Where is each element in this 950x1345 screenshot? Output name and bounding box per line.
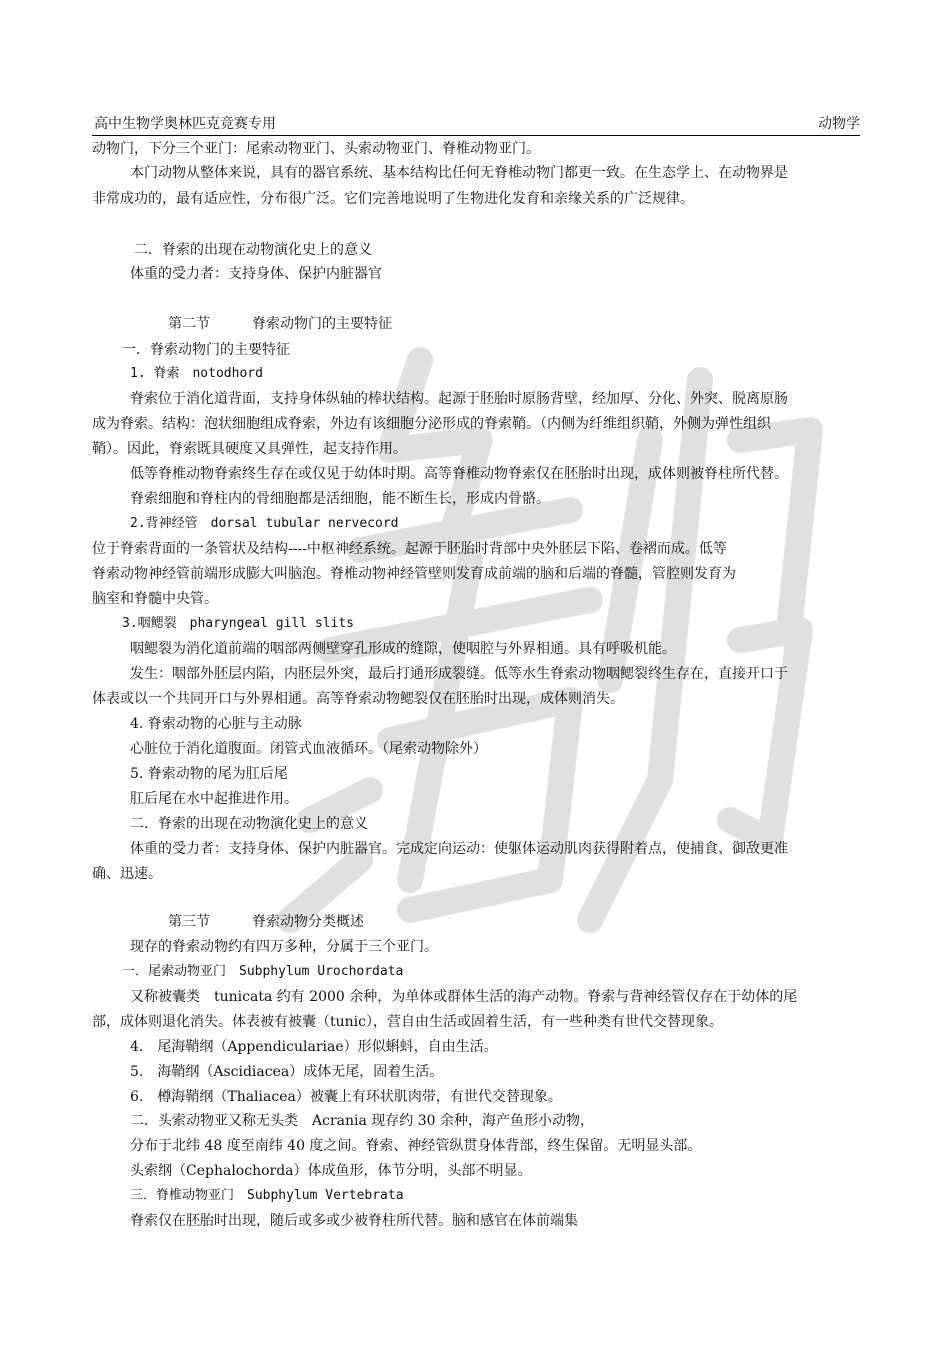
section-heading: 一．脊索动物门的主要特征 — [122, 342, 290, 358]
text-line: 肛后尾在水中起推进作用。 — [130, 791, 298, 807]
section-heading: 二．脊索的出现在动物演化史上的意义 — [130, 816, 368, 832]
list-item: 5. 海鞘纲（Ascidiacea）成体无尾，固着生活。 — [130, 1064, 444, 1080]
list-item: 6. 樽海鞘纲（Thaliacea）被囊上有环状肌肉带，有世代交替现象。 — [130, 1089, 562, 1105]
header-title: 高中生物学奥林匹克竞赛专用 — [94, 116, 276, 132]
text-line: 体重的受力者：支持身体、保护内脏器官。完成定向运动：使躯体运动肌肉获得附着点，使捕食、御敌更准 — [130, 841, 788, 857]
text-line: 发生：咽部外胚层内陷，内胚层外突，最后打通形成裂缝。低等水生脊索动物咽鳃裂终生存在，直接开口于 — [130, 666, 788, 682]
text-line: 分布于北纬 48 度至南纬 40 度之间。脊索、神经管纵贯身体背部，终生保留。无明显头部。 — [130, 1138, 702, 1154]
text-line: 心脏位于消化道腹面。闭管式血液循环。（尾索动物除外） — [130, 741, 487, 757]
text-line: 部，成体则退化消失。体表被有被囊（tunic），营自由生活或固着生活，有一些种类有世代交替现象。 — [92, 1014, 723, 1030]
text-line: 又称被囊类 tunicata 约有 2000 余种，为单体或群体生活的海产动物。脊索与背神经管仅存在于幼体的尾 — [130, 989, 798, 1005]
text-line: 脑室和脊髓中央管。 — [92, 591, 218, 607]
text-line: 成为脊索。结构：泡状细胞组成脊索，外边有该细胞分泌形成的脊索鞘。（内侧为纤维组织鞘，外侧为弹性组织 — [92, 416, 771, 432]
text-line: 脊索位于消化道背面，支持身体纵轴的棒状结构。起源于胚胎时原肠背壁，经加厚、分化、外突、脱离原肠 — [130, 391, 788, 407]
section-heading: 二．脊索的出现在动物演化史上的意义 — [134, 242, 372, 258]
text-line: 鞘）。因此，脊索既具硬度又具弹性，起支持作用。 — [92, 441, 407, 457]
subheading: 4. 脊索动物的心脏与主动脉 — [130, 716, 302, 732]
section-title: 第二节 脊索动物门的主要特征 — [168, 316, 392, 332]
text-line: 头索纲（Cephalochorda）体成鱼形，体节分明，头部不明显。 — [130, 1163, 532, 1179]
text-line: 体表或以一个共同开口与外界相通。高等脊索动物鳃裂仅在胚胎时出现，成体则消失。 — [92, 691, 624, 707]
text-line: 低等脊椎动物脊索终生存在或仅见于幼体时期。高等脊椎动物脊索仅在胚胎时出现，成体则被脊柱所代替。 — [130, 466, 788, 482]
text-line: 脊索动物神经管前端形成膨大叫脑泡。脊椎动物神经管壁则发育成前端的脑和后端的脊髓，管腔则发育为 — [92, 566, 736, 582]
text-line: 脊索细胞和脊柱内的骨细胞都是活细胞，能不断生长，形成内骨骼。 — [130, 491, 550, 507]
text-line: 位于脊索背面的一条管状及结构----中枢神经系统。起源于胚胎时背部中央外胚层下陷、卷褶而成。低等 — [92, 541, 727, 557]
subheading: 3.咽鳃裂 pharyngeal gill slits — [122, 616, 355, 631]
subheading: 5. 脊索动物的尾为肛后尾 — [130, 766, 288, 782]
text-line: 现存的脊索动物约有四万多种，分属于三个亚门。 — [130, 939, 438, 955]
text-line: 体重的受力者：支持身体、保护内脏器官 — [130, 266, 382, 282]
page-header — [92, 113, 860, 136]
section-heading: 一．尾索动物亚门 Subphylum Urochordata — [122, 964, 404, 979]
list-item: 4. 尾海鞘纲（Appendiculariae）形似蝌蚪，自由生活。 — [130, 1039, 498, 1055]
text-line: 脊索仅在胚胎时出现，随后或多或少被脊柱所代替。脑和感官在体前端集 — [130, 1213, 578, 1229]
subheading: 1. 脊索 notodhord — [130, 366, 263, 381]
text-line: 咽鳃裂为消化道前端的咽部两侧壁穿孔形成的缝隙，使咽腔与外界相通。具有呼吸机能。 — [130, 641, 676, 657]
header-subject: 动物学 — [818, 116, 860, 132]
text-line: 确、迅速。 — [92, 866, 162, 882]
section-title: 第三节 脊索动物分类概述 — [168, 914, 364, 930]
section-heading: 二．头索动物亚又称无头类 Acrania 现存约 30 余种，海产鱼形小动物， — [130, 1113, 594, 1129]
section-heading: 三．脊椎动物亚门 Subphylum Vertebrata — [130, 1188, 404, 1203]
text-line: 非常成功的，最有适应性，分布很广泛。它们完善地说明了生物进化发育和亲缘关系的广泛规律。 — [92, 191, 694, 207]
text-line: 动物门，下分三个亚门：尾索动物亚门、头索动物亚门、脊椎动物亚门。 — [92, 141, 540, 157]
subheading: 2.背神经管 dorsal tubular nervecord — [130, 516, 399, 531]
text-line: 本门动物从整体来说，具有的器官系统、基本结构比任何无脊椎动物门都更一致。在生态学上、在动物界是 — [130, 165, 788, 181]
